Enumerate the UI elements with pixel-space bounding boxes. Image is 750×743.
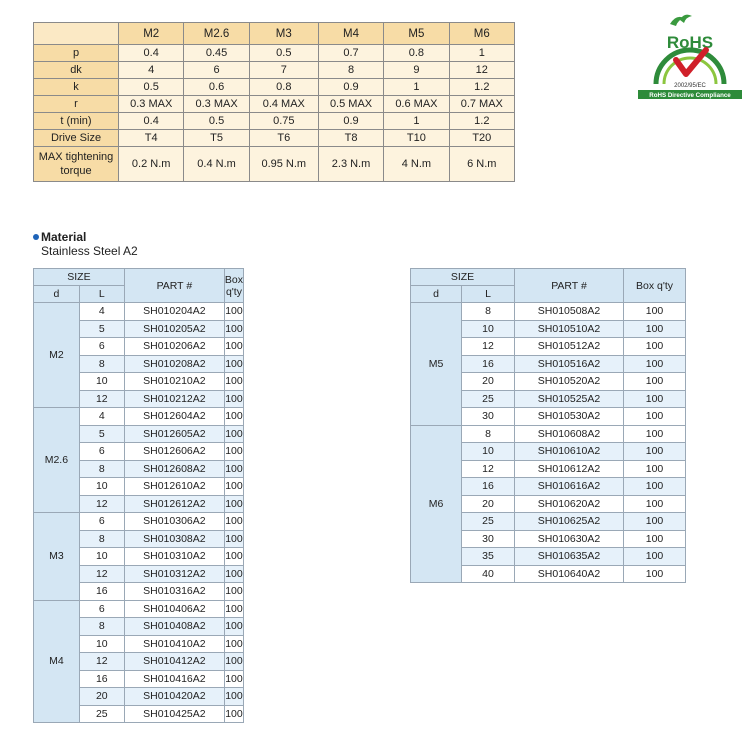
length-cell: 12 [462,338,515,356]
box-qty-cell: 100 [624,460,686,478]
spec-value-cell: 1 [384,113,449,130]
box-qty-cell: 100 [624,478,686,496]
part-number-cell: SH012610A2 [124,478,224,496]
spec-value-cell: 0.8 [384,45,449,62]
box-qty-cell: 100 [624,495,686,513]
part-number-cell: SH010406A2 [124,600,224,618]
length-cell: 35 [462,548,515,566]
box-qty-cell: 100 [224,460,243,478]
spec-value-cell: 1 [449,45,514,62]
spec-row-label: dk [34,62,119,79]
length-cell: 16 [462,478,515,496]
spec-value-cell: 0.3 MAX [184,96,249,113]
length-cell: 30 [462,530,515,548]
box-qty-cell: 100 [224,478,243,496]
part-number-cell: SH010312A2 [124,565,224,583]
box-qty-cell: 100 [624,425,686,443]
length-cell: 20 [462,495,515,513]
spec-row-label: p [34,45,119,62]
part-table-left [33,268,244,723]
box-qty-cell: 100 [224,600,243,618]
length-cell: 10 [79,373,124,391]
length-cell: 6 [79,338,124,356]
material-value: Stainless Steel A2 [41,244,138,258]
part-number-cell: SH010608A2 [515,425,624,443]
spec-size-header: M2.6 [184,23,249,45]
l-header: L [462,286,515,303]
diameter-cell: M2 [34,303,80,408]
part-number-cell: SH010306A2 [124,513,224,531]
part-number-cell: SH010308A2 [124,530,224,548]
spec-value-cell: 6 N.m [449,147,514,182]
box-qty-cell: 100 [224,583,243,601]
part-number-cell: SH012606A2 [124,443,224,461]
spec-value-cell: 2.3 N.m [318,147,383,182]
part-number-cell: SH012612A2 [124,495,224,513]
box-qty-cell: 100 [224,548,243,566]
length-cell: 6 [79,513,124,531]
part-number-cell: SH010516A2 [515,355,624,373]
length-cell: 5 [79,425,124,443]
part-number-cell: SH010408A2 [124,618,224,636]
box-qty-cell: 100 [624,355,686,373]
box-qty-cell: 100 [624,513,686,531]
material-title: Material [41,230,87,244]
spec-value-cell: 9 [384,62,449,79]
length-cell: 8 [79,618,124,636]
table-row [34,408,244,426]
length-cell: 6 [79,600,124,618]
d-header: d [34,286,80,303]
box-qty-cell: 100 [224,530,243,548]
part-number-cell: SH012608A2 [124,460,224,478]
length-cell: 8 [79,460,124,478]
table-row [34,303,244,321]
box-qty-cell: 100 [224,635,243,653]
box-qty-cell: 100 [224,303,243,321]
spec-corner-cell [34,23,119,45]
part-number-cell: SH010205A2 [124,320,224,338]
part-number-cell: SH010210A2 [124,373,224,391]
spec-value-cell: 0.45 [184,45,249,62]
rohs-title: RoHS [666,33,714,52]
size-header: SIZE [34,269,125,286]
spec-row-label: r [34,96,119,113]
spec-size-header: M6 [449,23,514,45]
box-qty-cell: 100 [224,355,243,373]
part-number-cell: SH010204A2 [124,303,224,321]
part-number-cell: SH010208A2 [124,355,224,373]
spec-value-cell: 0.8 [249,79,318,96]
spec-value-cell: T10 [384,130,449,147]
spec-value-cell: 0.6 MAX [384,96,449,113]
box-qty-cell: 100 [224,565,243,583]
length-cell: 10 [79,548,124,566]
spec-value-cell: T8 [318,130,383,147]
part-number-cell: SH010616A2 [515,478,624,496]
box-qty-cell: 100 [224,705,243,723]
diameter-cell: M3 [34,513,80,601]
part-number-cell: SH010610A2 [515,443,624,461]
diameter-cell: M6 [411,425,462,583]
part-number-cell: SH010512A2 [515,338,624,356]
length-cell: 8 [79,355,124,373]
spec-value-cell: 1.2 [449,113,514,130]
length-cell: 10 [462,443,515,461]
spec-value-cell: 0.7 MAX [449,96,514,113]
length-cell: 25 [79,705,124,723]
spec-value-cell: 0.5 MAX [318,96,383,113]
material-heading [33,230,86,244]
length-cell: 8 [462,303,515,321]
table-row [411,303,686,321]
length-cell: 30 [462,408,515,426]
diameter-cell: M4 [34,600,80,723]
spec-size-header: M5 [384,23,449,45]
spec-value-cell: 0.5 [119,79,184,96]
part-number-cell: SH010508A2 [515,303,624,321]
diameter-cell: M5 [411,303,462,426]
size-header: SIZE [411,269,515,286]
l-header: L [79,286,124,303]
box-qty-cell: 100 [224,670,243,688]
part-number-cell: SH010612A2 [515,460,624,478]
part-number-cell: SH010410A2 [124,635,224,653]
part-number-cell: SH012604A2 [124,408,224,426]
box-qty-cell: 100 [624,565,686,583]
box-qty-cell: 100 [624,320,686,338]
length-cell: 25 [462,513,515,531]
part-number-header: PART # [515,269,624,303]
spec-value-cell: 0.9 [318,79,383,96]
box-qty-cell: 100 [224,443,243,461]
spec-value-cell: 0.7 [318,45,383,62]
spec-value-cell: 0.95 N.m [249,147,318,182]
spec-row-label: Drive Size [34,130,119,147]
spec-row-label: k [34,79,119,96]
spec-value-cell: 4 [119,62,184,79]
length-cell: 16 [79,670,124,688]
part-number-cell: SH010530A2 [515,408,624,426]
spec-value-cell: 4 N.m [384,147,449,182]
part-number-cell: SH010420A2 [124,688,224,706]
spec-value-cell: 0.4 N.m [184,147,249,182]
part-number-cell: SH010412A2 [124,653,224,671]
length-cell: 4 [79,303,124,321]
part-number-cell: SH010510A2 [515,320,624,338]
length-cell: 8 [79,530,124,548]
box-qty-header: Box q'ty [624,269,686,303]
box-qty-cell: 100 [224,653,243,671]
spec-row-label: t (min) [34,113,119,130]
length-cell: 12 [462,460,515,478]
part-number-header: PART # [124,269,224,303]
box-qty-header: Box q'ty [224,269,243,303]
part-table-right [410,268,686,583]
spec-value-cell: 6 [184,62,249,79]
length-cell: 8 [462,425,515,443]
length-cell: 40 [462,565,515,583]
part-number-cell: SH012605A2 [124,425,224,443]
part-number-cell: SH010520A2 [515,373,624,391]
spec-value-cell: T5 [184,130,249,147]
spec-size-header: M2 [119,23,184,45]
part-number-cell: SH010316A2 [124,583,224,601]
spec-value-cell: T20 [449,130,514,147]
length-cell: 4 [79,408,124,426]
part-number-cell: SH010310A2 [124,548,224,566]
spec-value-cell: 0.75 [249,113,318,130]
box-qty-cell: 100 [224,425,243,443]
box-qty-cell: 100 [624,548,686,566]
spec-value-cell: 0.5 [184,113,249,130]
spec-size-header: M3 [249,23,318,45]
length-cell: 20 [79,688,124,706]
length-cell: 12 [79,653,124,671]
bullet-icon [33,234,39,240]
table-row [34,600,244,618]
box-qty-cell: 100 [224,373,243,391]
part-number-cell: SH010212A2 [124,390,224,408]
box-qty-cell: 100 [224,688,243,706]
length-cell: 12 [79,495,124,513]
length-cell: 10 [79,635,124,653]
spec-value-cell: 0.3 MAX [119,96,184,113]
length-cell: 25 [462,390,515,408]
diameter-cell: M2.6 [34,408,80,513]
length-cell: 20 [462,373,515,391]
box-qty-cell: 100 [224,408,243,426]
spec-table [33,22,515,182]
table-row [411,425,686,443]
box-qty-cell: 100 [224,513,243,531]
rohs-year: 2002/95/EC [674,83,706,89]
part-number-cell: SH010525A2 [515,390,624,408]
spec-value-cell: 0.2 N.m [119,147,184,182]
part-number-cell: SH010425A2 [124,705,224,723]
length-cell: 5 [79,320,124,338]
spec-value-cell: 0.4 MAX [249,96,318,113]
part-number-cell: SH010625A2 [515,513,624,531]
box-qty-cell: 100 [624,373,686,391]
rohs-logo [636,14,744,100]
part-number-cell: SH010635A2 [515,548,624,566]
spec-value-cell: 7 [249,62,318,79]
box-qty-cell: 100 [224,320,243,338]
spec-value-cell: 0.4 [119,113,184,130]
spec-value-cell: T4 [119,130,184,147]
part-number-cell: SH010630A2 [515,530,624,548]
part-number-cell: SH010620A2 [515,495,624,513]
rohs-caption: RoHS Directive Compliance [649,92,731,99]
box-qty-cell: 100 [624,390,686,408]
box-qty-cell: 100 [624,338,686,356]
box-qty-cell: 100 [224,495,243,513]
part-number-cell: SH010416A2 [124,670,224,688]
part-number-cell: SH010640A2 [515,565,624,583]
part-number-cell: SH010206A2 [124,338,224,356]
length-cell: 12 [79,565,124,583]
box-qty-cell: 100 [624,408,686,426]
d-header: d [411,286,462,303]
spec-value-cell: 12 [449,62,514,79]
spec-value-cell: 1.2 [449,79,514,96]
length-cell: 16 [462,355,515,373]
spec-value-cell: 0.4 [119,45,184,62]
spec-value-cell: 1 [384,79,449,96]
length-cell: 16 [79,583,124,601]
length-cell: 12 [79,390,124,408]
spec-value-cell: T6 [249,130,318,147]
spec-row-label: MAX tightening torque [34,147,119,182]
spec-value-cell: 0.5 [249,45,318,62]
box-qty-cell: 100 [624,443,686,461]
spec-value-cell: 0.6 [184,79,249,96]
spec-value-cell: 0.9 [318,113,383,130]
box-qty-cell: 100 [624,530,686,548]
spec-size-header: M4 [318,23,383,45]
box-qty-cell: 100 [224,390,243,408]
length-cell: 6 [79,443,124,461]
box-qty-cell: 100 [224,338,243,356]
length-cell: 10 [79,478,124,496]
box-qty-cell: 100 [224,618,243,636]
box-qty-cell: 100 [624,303,686,321]
table-row [34,513,244,531]
length-cell: 10 [462,320,515,338]
spec-value-cell: 8 [318,62,383,79]
